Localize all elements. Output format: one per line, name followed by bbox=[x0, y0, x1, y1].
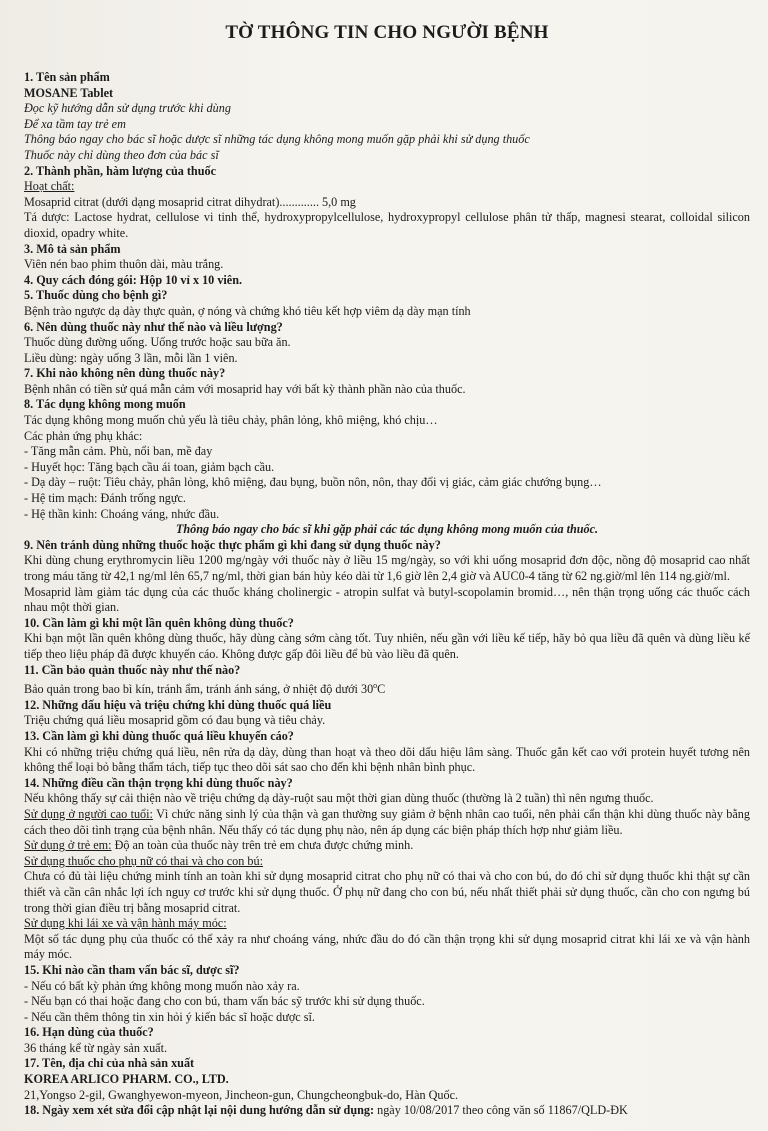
text-line bbox=[24, 195, 750, 211]
text-line bbox=[24, 713, 750, 729]
text-line bbox=[24, 351, 750, 367]
line-text: Nếu không thấy sự cải thiện nào về triệu chứng dạ dày-ruột sau một thời gian dùng thuốc (thường là 2 tuần) thì nên ngưng thuốc. bbox=[24, 791, 654, 806]
line-text: - Nếu cần thêm thông tin xin hỏi ý kiến bác sĩ hoặc dược sĩ. bbox=[24, 1009, 315, 1024]
line-text: - Huyết học: Tăng bạch cầu ái toan, giảm bạch cầu. bbox=[24, 459, 275, 474]
line-text: Tá dược: Lactose hydrat, cellulose vi tinh thể, hydroxypropylcellulose, hydroxypropyl cellulose phân tử thấp, magnesi stearat, colloidal silicon dioxid, opadry white. bbox=[24, 210, 750, 240]
text-line bbox=[24, 413, 750, 429]
text-line bbox=[24, 257, 750, 273]
line-text: - Tăng mẫn cảm. Phù, nổi ban, mề đay bbox=[24, 444, 213, 459]
text-line bbox=[24, 475, 750, 491]
text-line bbox=[24, 994, 750, 1010]
line-text: Chưa có đủ tài liệu chứng minh tính an toàn khi sử dụng mosaprid citrat cho phụ nữ có thai và cho con bú, do đó chỉ sử dụng thuốc khi thật sự cần thiết và cần cân nhắc lợi ích nguy cơ trước khi sử dụng thuốc. Ở phụ nữ đang cho con bú, nếu nhất thiết phải sử dụng thuốc, cần cho con ngưng bú trong thời gian điều trị bằng mosaprid citrat. bbox=[24, 869, 750, 915]
line-text: Khi bạn một lần quên không dùng thuốc, hãy dùng càng sớm càng tốt. Tuy nhiên, nếu gần với liều kế tiếp, hãy bỏ qua liều đã quên và dùng liều kế tiếp theo liệu pháp đã được khuyến cáo. Không được gấp đôi liều để bù vào liều đã quên. bbox=[24, 631, 750, 661]
section-heading bbox=[24, 273, 750, 289]
line-text: 16. Hạn dùng của thuốc? bbox=[24, 1025, 154, 1040]
warning-line bbox=[24, 132, 750, 148]
line-text: Để xa tầm tay trẻ em bbox=[24, 116, 126, 131]
paragraph bbox=[24, 932, 750, 963]
line-text: 6. Nên dùng thuốc này như thế nào và liều lượng? bbox=[24, 319, 283, 334]
line-text: Đọc kỹ hướng dẫn sử dụng trước khi dùng bbox=[24, 101, 231, 116]
section-heading bbox=[24, 164, 750, 180]
subsection-label bbox=[24, 916, 750, 932]
section-heading bbox=[24, 1025, 750, 1041]
line-text: - Nếu bạn có thai hoặc đang cho con bú, tham vấn bác sỹ trước khi sử dụng thuốc. bbox=[24, 994, 425, 1009]
section-heading bbox=[24, 70, 750, 86]
line-text: Triệu chứng quá liều mosaprid gồm có đau bụng và tiêu chảy. bbox=[24, 713, 326, 728]
line-text: 12. Những dấu hiệu và triệu chứng khi dùng thuốc quá liều bbox=[24, 697, 332, 712]
warning-line bbox=[24, 117, 750, 133]
line-text: Bệnh trào ngược dạ dày thực quản, ợ nóng và chứng khó tiêu kết hợp viêm dạ dày mạn tính bbox=[24, 303, 471, 318]
unit-suffix: C bbox=[377, 682, 386, 697]
paragraph bbox=[24, 210, 750, 241]
labeled-paragraph bbox=[24, 838, 750, 854]
line-text: Một số tác dụng phụ của thuốc có thể xảy ra như choáng váng, nhức đầu do đó cần thận trọng khi sử dụng mosaprid citrat khi lái xe và vận hành máy móc. bbox=[24, 931, 750, 962]
section-heading bbox=[24, 538, 750, 554]
text-line bbox=[24, 791, 750, 807]
section-heading bbox=[24, 1072, 750, 1088]
section-heading bbox=[24, 616, 750, 632]
line-text: Thông báo ngay cho bác sĩ khi gặp phải các tác dụng không mong muốn của thuốc. bbox=[175, 522, 599, 537]
section-heading bbox=[24, 86, 750, 102]
line-text: 3. Mô tả sản phẩm bbox=[24, 241, 121, 256]
text-line bbox=[24, 678, 750, 698]
warning-line bbox=[24, 101, 750, 117]
line-text: MOSANE Tablet bbox=[24, 85, 114, 100]
line-text: Mosaprid citrat (dưới dạng mosaprid citrat dihydrat)............. 5,0 mg bbox=[24, 194, 356, 209]
text-line bbox=[24, 304, 750, 320]
text-line bbox=[24, 429, 750, 445]
line-text: - Hệ thần kinh: Choáng váng, nhức đầu. bbox=[24, 506, 220, 521]
section-heading bbox=[24, 729, 750, 745]
line-text: Bệnh nhân có tiền sử quá mẫn cảm với mosaprid hay với bất kỳ thành phần nào của thuốc. bbox=[24, 381, 466, 396]
line-text: - Hệ tim mạch: Đánh trống ngực. bbox=[24, 491, 186, 506]
line-text: 2. Thành phần, hàm lượng của thuốc bbox=[24, 163, 216, 178]
line-text: 9. Nên tránh dùng những thuốc hoặc thực phẩm gì khi đang sử dụng thuốc này? bbox=[24, 537, 441, 552]
document-body bbox=[24, 70, 750, 1119]
paragraph bbox=[24, 745, 750, 776]
line-text: 17. Tên, địa chỉ của nhà sản xuất bbox=[24, 1056, 195, 1071]
section-heading bbox=[24, 698, 750, 714]
line-text: 14. Những điều cần thận trọng khi dùng thuốc này? bbox=[24, 775, 293, 790]
line-text: Viên nén bao phim thuôn dài, màu trắng. bbox=[24, 257, 224, 272]
line-text: Sử dụng khi lái xe và vận hành máy móc: bbox=[24, 916, 227, 931]
text-line bbox=[24, 1010, 750, 1026]
paragraph bbox=[24, 553, 750, 584]
paragraph-label: Sử dụng ở trẻ em: bbox=[24, 838, 112, 853]
line-text: 7. Khi nào không nên dùng thuốc này? bbox=[24, 366, 226, 381]
notice-line bbox=[24, 522, 750, 538]
line-text: Mosaprid làm giảm tác dụng của các thuốc kháng cholinergic - atropin sulfat và butyl-scopolamin bromid…, nên thận trọng uống các thuốc cách nhau một thời gian. bbox=[24, 584, 750, 615]
line-text: Bảo quản trong bao bì kín, tránh ẩm, tránh ánh sáng, ở nhiệt độ dưới 30 bbox=[24, 682, 374, 697]
paragraph bbox=[24, 585, 750, 616]
text-line bbox=[24, 507, 750, 523]
section-heading bbox=[24, 1056, 750, 1072]
line-text: - Nếu có bất kỳ phản ứng không mong muốn nào xảy ra. bbox=[24, 978, 300, 993]
paragraph bbox=[24, 869, 750, 916]
line-text: Tác dụng không mong muốn chủ yếu là tiêu chảy, phân lỏng, khô miệng, khó chịu… bbox=[24, 413, 438, 428]
paragraph-text: Vì chức năng sinh lý của thận và gan thường suy giảm ở bệnh nhân cao tuổi, nên phải cẩn thận khi dùng thuốc này bằng cách theo dõi tình trạng của bệnh nhân. Nếu thấy có tác dụng phụ nào, nên áp dụng các biện pháp thích hợp như giảm liều. bbox=[24, 806, 750, 837]
line-text: 15. Khi nào cần tham vấn bác sĩ, dược sĩ? bbox=[24, 962, 240, 977]
subsection-label bbox=[24, 854, 750, 870]
labeled-paragraph bbox=[24, 807, 750, 838]
section-heading bbox=[24, 242, 750, 258]
text-line bbox=[24, 460, 750, 476]
section-heading bbox=[24, 288, 750, 304]
line-text: Liều dùng: ngày uống 3 lần, mỗi lần 1 viên. bbox=[24, 350, 238, 365]
line-text: Thông báo ngay cho bác sĩ hoặc dược sĩ những tác dụng không mong muốn gặp phải khi sử dụng thuốc bbox=[24, 132, 530, 147]
paragraph-label: Sử dụng ở người cao tuổi: bbox=[24, 806, 153, 821]
text-line bbox=[24, 335, 750, 351]
section-heading bbox=[24, 776, 750, 792]
section-heading bbox=[24, 320, 750, 336]
line-text: 5. Thuốc dùng cho bệnh gì? bbox=[24, 288, 168, 303]
text-line bbox=[24, 491, 750, 507]
line-text: 13. Cần làm gì khi dùng thuốc quá liều khuyến cáo? bbox=[24, 729, 294, 743]
line-text: Thuốc này chỉ dùng theo đơn của bác sĩ bbox=[24, 147, 219, 162]
line-text: Khi dùng chung erythromycin liều 1200 mg/ngày với thuốc này ở liều 15 mg/ngày, so với khi uống mosaprid đơn độc, nồng độ mosaprid cao nhất trong máu tăng từ 42,1 ng/ml lên 65,7 ng/ml, thời gian bán hủy kéo dài từ 1,6 giờ lên 2,4 giờ và AUC0-4 tăng từ 62 ng.giờ/ml lên 114 ng.giờ/ml. bbox=[24, 553, 750, 583]
section-heading bbox=[24, 397, 750, 413]
section-heading bbox=[24, 366, 750, 382]
line-text: Sử dụng thuốc cho phụ nữ có thai và cho con bú: bbox=[24, 853, 263, 868]
paragraph-text: ngày 10/08/2017 theo công văn số 11867/QLD-ĐK bbox=[374, 1103, 628, 1118]
line-text: 4. Quy cách đóng gói: Hộp 10 vỉ x 10 viên. bbox=[24, 272, 243, 287]
text-line bbox=[24, 382, 750, 398]
paragraph-text: Độ an toàn của thuốc này trên trẻ em chưa được chứng minh. bbox=[111, 838, 414, 853]
text-line bbox=[24, 979, 750, 995]
line-text: Các phản ứng phụ khác: bbox=[24, 428, 143, 443]
document-title: TỜ THÔNG TIN CHO NGƯỜI BỆNH bbox=[225, 22, 549, 43]
line-text: Thuốc dùng đường uống. Uống trước hoặc sau bữa ăn. bbox=[24, 335, 291, 350]
line-text: 8. Tác dụng không mong muốn bbox=[24, 397, 186, 412]
text-line bbox=[24, 444, 750, 460]
paragraph bbox=[24, 631, 750, 662]
labeled-paragraph bbox=[24, 1103, 750, 1119]
text-line bbox=[24, 1088, 750, 1104]
section-heading bbox=[24, 663, 750, 679]
line-text: - Dạ dày – ruột: Tiêu chảy, phân lỏng, khô miệng, đau bụng, buồn nôn, nôn, thay đổi vị giác, cảm giác chướng bụng… bbox=[24, 475, 602, 490]
line-text: 36 tháng kể từ ngày sản xuất. bbox=[24, 1040, 168, 1055]
warning-line bbox=[24, 148, 750, 164]
degree-superscript: o bbox=[373, 681, 378, 691]
line-text: 1. Tên sản phẩm bbox=[24, 70, 110, 84]
paragraph-label: 18. Ngày xem xét sửa đổi cập nhật lại nội dung hướng dẫn sử dụng: bbox=[24, 1103, 375, 1118]
line-text: 10. Cần làm gì khi một lần quên không dùng thuốc? bbox=[24, 615, 294, 630]
line-text: Hoạt chất: bbox=[24, 179, 75, 194]
line-text: Khi có những triệu chứng quá liều, nên rửa dạ dày, dùng than hoạt và theo dõi dấu hiệu lâm sàng. Thuốc gắn kết cao với protein huyết tương nên không thể loại bỏ bằng thẩm tách, tiếp tục theo dõi sát sao cho đến khi bệnh nhân bình phục. bbox=[24, 744, 750, 775]
text-line bbox=[24, 1041, 750, 1057]
subsection-label bbox=[24, 179, 750, 195]
section-heading bbox=[24, 963, 750, 979]
line-text: 21,Yongso 2-gil, Gwanghyewon-myeon, Jincheon-gun, Chungcheongbuk-do, Hàn Quốc. bbox=[24, 1087, 459, 1102]
line-text: 11. Cần bảo quản thuốc này như thế nào? bbox=[24, 662, 241, 677]
line-text: KOREA ARLICO PHARM. CO., LTD. bbox=[24, 1072, 229, 1087]
